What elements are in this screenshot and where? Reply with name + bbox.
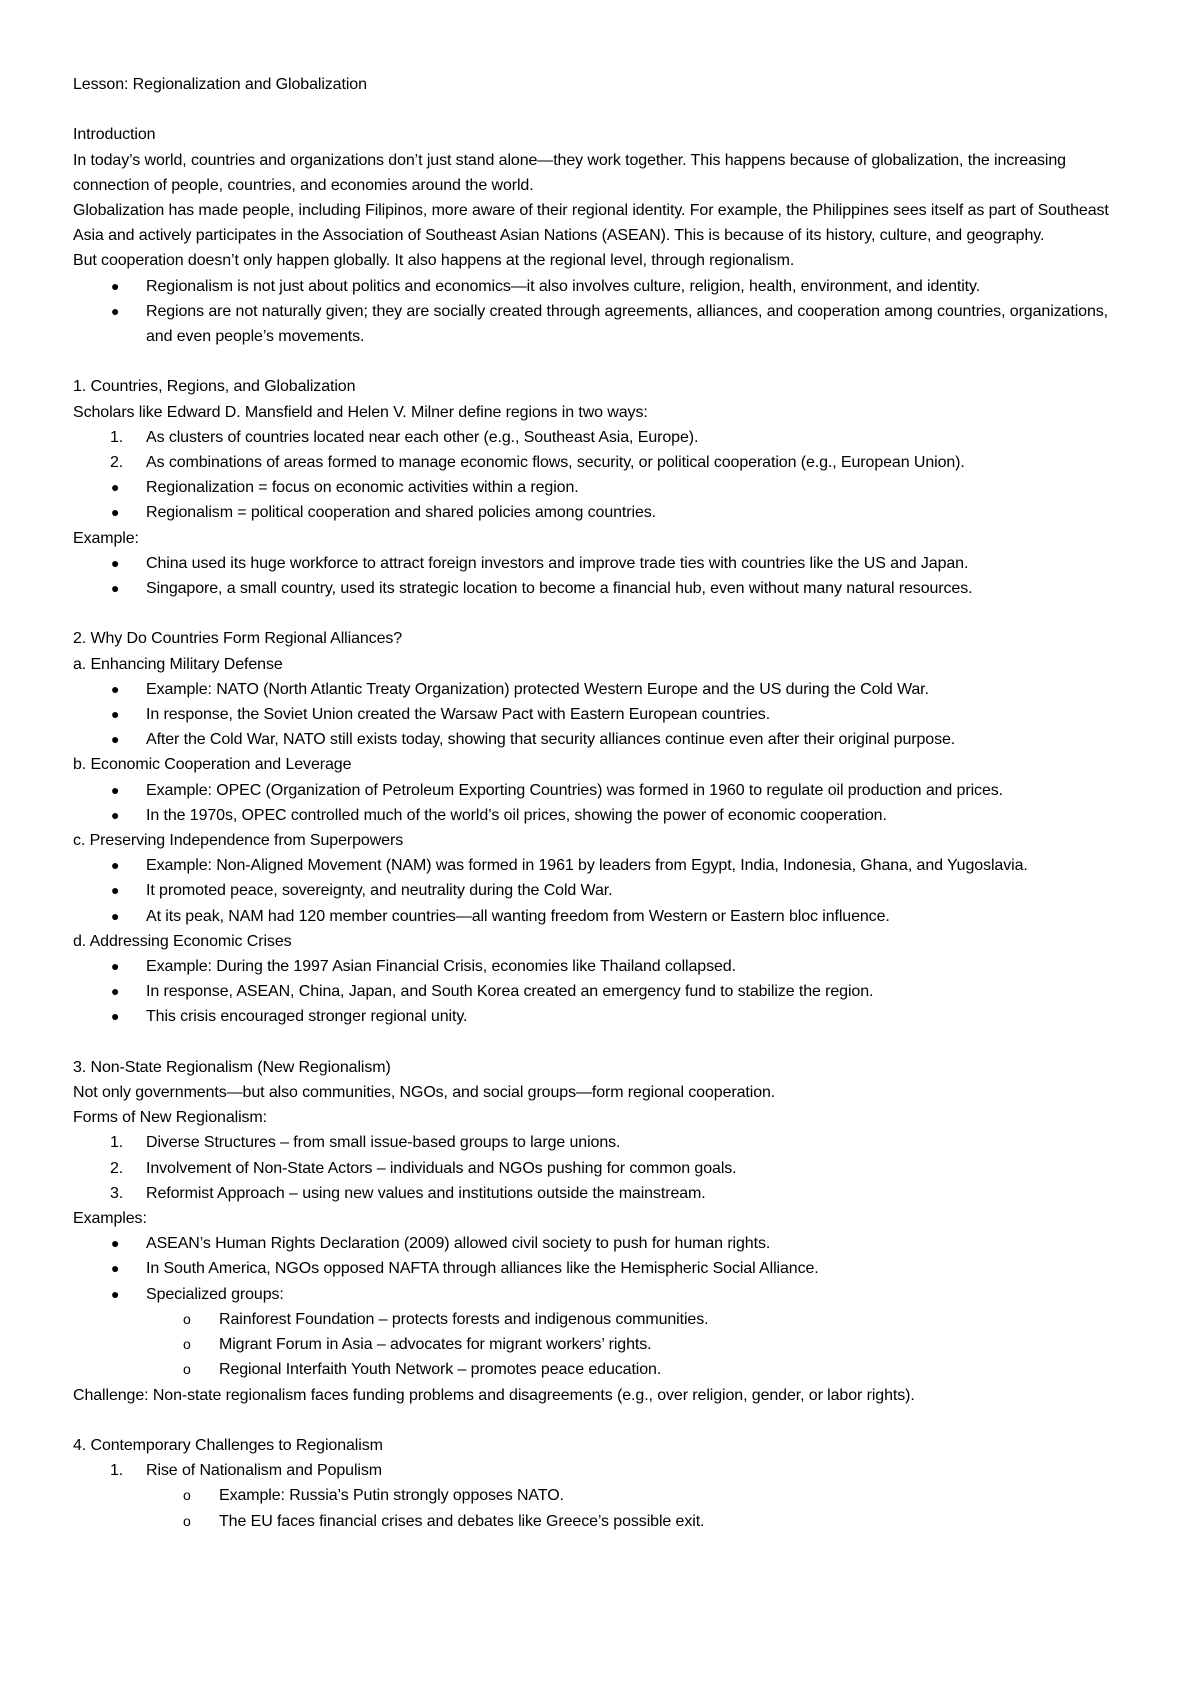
list-number: 2. <box>110 454 124 472</box>
list-item: ● Example: During the 1997 Asian Financial Crisis, economies like Thailand collapsed. <box>73 954 1133 979</box>
sub-list-item: o Rainforest Foundation – protects forests and indigenous communities. <box>73 1307 1133 1332</box>
list-number: 1. <box>110 1462 124 1480</box>
bullet-list <box>73 677 1133 753</box>
list-number: 3. <box>110 1184 124 1202</box>
subsection-heading: a. Enhancing Military Defense <box>73 655 283 673</box>
list-number: 1. <box>110 1134 124 1152</box>
circle-bullet-icon: o <box>183 1487 191 1504</box>
example-label: Example: <box>73 529 139 547</box>
document-page <box>73 72 1133 1534</box>
bullet-icon: ● <box>111 882 120 899</box>
bullet-icon: ● <box>111 554 120 571</box>
sub-bullet-list <box>73 1483 1133 1533</box>
section-paragraph: Not only governments—but also communities, NGOs, and social groups—form regional cooperation. <box>73 1084 776 1102</box>
bullet-icon: ● <box>111 857 120 874</box>
list-item: ● Regionalism is not just about politics and economics—it also involves culture, religion, health, environment, and identity. <box>73 274 1133 299</box>
list-item: ● It promoted peace, sovereignty, and neutrality during the Cold War. <box>73 878 1133 903</box>
examples-label: Examples: <box>73 1210 147 1228</box>
list-item: 2. As combinations of areas formed to manage economic flows, security, or political cooperation (e.g., European Union). <box>73 450 1133 475</box>
intro-paragraph: In today’s world, countries and organizations don’t just stand alone—they work together. This happens because of globalization, the increasing connection of people, countries, and economies around the world. <box>73 151 1066 194</box>
bullet-list <box>73 954 1133 1030</box>
bullet-list <box>73 551 1133 601</box>
bullet-icon: ● <box>111 680 120 697</box>
list-item: ● After the Cold War, NATO still exists today, showing that security alliances continue even after their original purpose. <box>73 727 1133 752</box>
subsection-heading: c. Preserving Independence from Superpowers <box>73 832 404 850</box>
list-number: 2. <box>110 1159 124 1177</box>
bullet-list <box>73 1231 1133 1307</box>
list-item: ● Regions are not naturally given; they are socially created through agreements, alliances, and cooperation among countries, organizations, and even people’s movements. <box>73 299 1133 349</box>
list-number: 1. <box>110 428 124 446</box>
sub-list-item: o The EU faces financial crises and debates like Greece’s possible exit. <box>73 1509 1133 1534</box>
list-item: ● In response, the Soviet Union created the Warsaw Pact with Eastern European countries. <box>73 702 1133 727</box>
intro-paragraph: But cooperation doesn’t only happen globally. It also happens at the regional level, through regionalism. <box>73 252 795 270</box>
lesson-title: Lesson: Regionalization and Globalization <box>73 76 367 93</box>
sub-bullet-list <box>73 1307 1133 1383</box>
list-item: 2. Involvement of Non-State Actors – individuals and NGOs pushing for common goals. <box>73 1156 1133 1181</box>
bullet-icon: ● <box>111 706 120 723</box>
numbered-list <box>73 1458 1133 1483</box>
circle-bullet-icon: o <box>183 1336 191 1353</box>
list-item: 3. Reformist Approach – using new values and institutions outside the mainstream. <box>73 1181 1133 1206</box>
numbered-list <box>73 1130 1133 1206</box>
bullet-icon: ● <box>111 983 120 1000</box>
list-item: ● In South America, NGOs opposed NAFTA through alliances like the Hemispheric Social Alliance. <box>73 1256 1133 1281</box>
sub-list-item: o Regional Interfaith Youth Network – promotes peace education. <box>73 1357 1133 1382</box>
numbered-list <box>73 425 1133 475</box>
intro-bullet-list <box>73 274 1133 350</box>
intro-paragraph: Globalization has made people, including Filipinos, more aware of their regional identity. For example, the Philippines sees itself as part of Southeast Asia and actively participates in the Association of Southeast Asian Nations (ASEAN). This is because of its history, culture, and geography. <box>73 202 1109 245</box>
sub-list-item: o Migrant Forum in Asia – advocates for migrant workers’ rights. <box>73 1332 1133 1357</box>
bullet-icon: ● <box>111 1285 120 1302</box>
bullet-list <box>73 853 1133 929</box>
list-item: 1. Diverse Structures – from small issue-based groups to large unions. <box>73 1130 1133 1155</box>
list-item: ● Example: NATO (North Atlantic Treaty Organization) protected Western Europe and the US during the Cold War. <box>73 677 1133 702</box>
circle-bullet-icon: o <box>183 1512 191 1529</box>
list-item: ● In the 1970s, OPEC controlled much of the world’s oil prices, showing the power of economic cooperation. <box>73 803 1133 828</box>
challenge-note: Challenge: Non-state regionalism faces funding problems and disagreements (e.g., over religion, gender, or labor rights). <box>73 1386 915 1404</box>
list-item: ● Example: Non-Aligned Movement (NAM) was formed in 1961 by leaders from Egypt, India, Indonesia, Ghana, and Yugoslavia. <box>73 853 1133 878</box>
bullet-list <box>73 778 1133 828</box>
list-item: ● Regionalization = focus on economic activities within a region. <box>73 475 1133 500</box>
bullet-icon: ● <box>111 479 120 496</box>
bullet-icon: ● <box>111 504 120 521</box>
bullet-icon: ● <box>111 277 120 294</box>
section-heading: 4. Contemporary Challenges to Regionalism <box>73 1436 383 1454</box>
list-item: ● Specialized groups: <box>73 1282 1133 1307</box>
section-heading: 3. Non-State Regionalism (New Regionalism) <box>73 1058 391 1076</box>
list-item: ● China used its huge workforce to attract foreign investors and improve trade ties with countries like the US and Japan. <box>73 551 1133 576</box>
section-heading: 2. Why Do Countries Form Regional Alliances? <box>73 630 403 648</box>
list-item: ● This crisis encouraged stronger regional unity. <box>73 1004 1133 1029</box>
section-heading: 1. Countries, Regions, and Globalization <box>73 378 356 396</box>
bullet-icon: ● <box>111 580 120 597</box>
bullet-icon: ● <box>111 806 120 823</box>
sub-list-item: o Example: Russia’s Putin strongly opposes NATO. <box>73 1483 1133 1508</box>
list-item: ● Example: OPEC (Organization of Petroleum Exporting Countries) was formed in 1960 to regulate oil production and prices. <box>73 778 1133 803</box>
list-item: 1. As clusters of countries located near each other (e.g., Southeast Asia, Europe). <box>73 425 1133 450</box>
forms-label: Forms of New Regionalism: <box>73 1109 268 1127</box>
bullet-list <box>73 475 1133 525</box>
list-item: ● ASEAN’s Human Rights Declaration (2009) allowed civil society to push for human rights. <box>73 1231 1133 1256</box>
bullet-icon: ● <box>111 958 120 975</box>
circle-bullet-icon: o <box>183 1361 191 1378</box>
list-item: 1. Rise of Nationalism and Populism <box>73 1458 1133 1483</box>
subsection-heading: d. Addressing Economic Crises <box>73 932 292 950</box>
bullet-icon: ● <box>111 302 120 319</box>
list-item: ● Singapore, a small country, used its strategic location to become a financial hub, even without many natural resources. <box>73 576 1133 601</box>
subsection-heading: b. Economic Cooperation and Leverage <box>73 756 352 774</box>
bullet-icon: ● <box>111 731 120 748</box>
list-item: ● At its peak, NAM had 120 member countries—all wanting freedom from Western or Eastern bloc influence. <box>73 904 1133 929</box>
bullet-icon: ● <box>111 781 120 798</box>
section-paragraph: Scholars like Edward D. Mansfield and Helen V. Milner define regions in two ways: <box>73 403 648 421</box>
bullet-icon: ● <box>111 1008 120 1025</box>
circle-bullet-icon: o <box>183 1310 191 1327</box>
bullet-icon: ● <box>111 1260 120 1277</box>
intro-heading: Introduction <box>73 126 156 144</box>
bullet-icon: ● <box>111 1235 120 1252</box>
list-item: ● Regionalism = political cooperation and shared policies among countries. <box>73 500 1133 525</box>
bullet-icon: ● <box>111 907 120 924</box>
list-item: ● In response, ASEAN, China, Japan, and South Korea created an emergency fund to stabilize the region. <box>73 979 1133 1004</box>
